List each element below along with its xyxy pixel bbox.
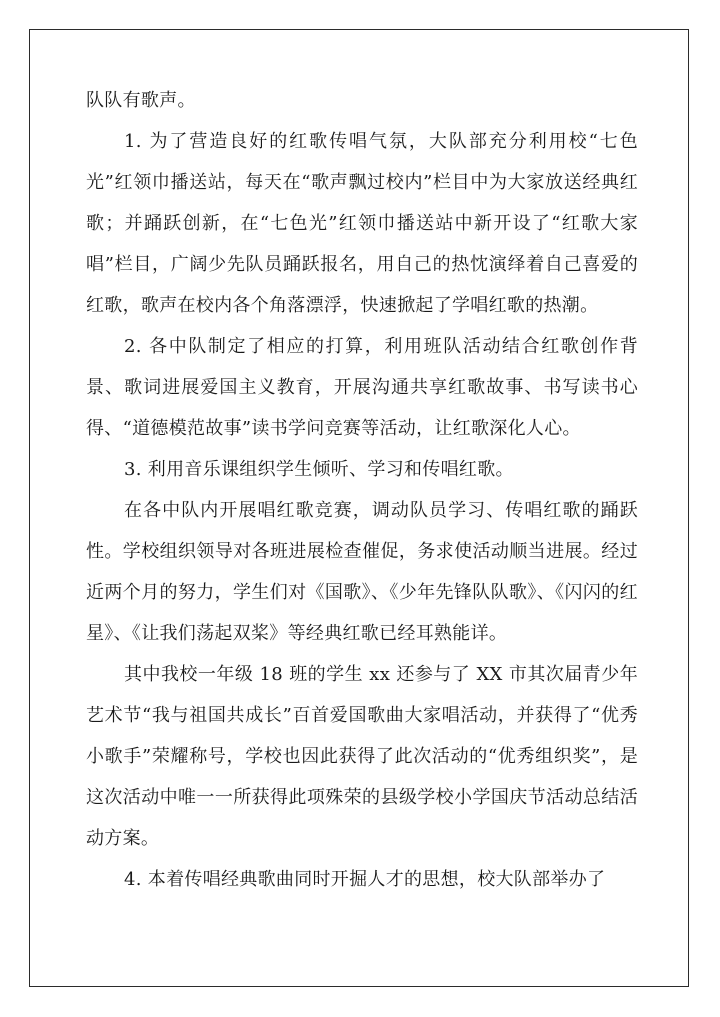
paragraph-item-2: 2. 各中队制定了相应的打算，利用班队活动结合红歌创作背景、歌词进展爱国主义教育，开展沟通共享红歌故事、书写读书心得、“道德模范故事”读书学问竞赛等活动，让红歌深化人心。 xyxy=(86,336,638,439)
document-body xyxy=(86,80,638,900)
paragraph-item-3: 3. 利用音乐课组织学生倾听、学习和传唱红歌。 xyxy=(124,459,514,480)
paragraph-item-4: 4. 本着传唱经典歌曲同时开掘人才的思想，校大队部举办了 xyxy=(124,869,606,890)
paragraph-item-1: 1. 为了营造良好的红歌传唱气氛，大队部充分利用校“七色光”红领巾播送站，每天在“歌声飘过校内”栏目中为大家放送经典红歌；并踊跃创新，在“七色光”红领巾播送站中新开设了“红歌大家唱”栏目，广阔少先队员踊跃报名，用自己的热忱演绎着自己喜爱的红歌，歌声在校内各个角落漂浮，快速掀起了学唱红歌的热潮。 xyxy=(86,131,638,316)
paragraph-award: 其中我校一年级 18 班的学生 xx 还参与了 XX 市其次届青少年艺术节“我与祖国共成长”百首爱国歌曲大家唱活动，并获得了“优秀小歌手”荣耀称号，学校也因此获得了此次活动的“优秀组织奖”，是这次活动中唯一一所获得此项殊荣的县级学校小学国庆节活动总结活动方案。 xyxy=(86,664,638,849)
paragraph-competition: 在各中队内开展唱红歌竞赛，调动队员学习、传唱红歌的踊跃性。学校组织领导对各班进展检查催促，务求使活动顺当进展。经过近两个月的努力，学生们对《国歌》、《少年先锋队队歌》、《闪闪的红星》、《让我们荡起双桨》等经典红歌已经耳熟能详。 xyxy=(86,500,638,644)
paragraph-continuation: 队队有歌声。 xyxy=(86,90,196,111)
